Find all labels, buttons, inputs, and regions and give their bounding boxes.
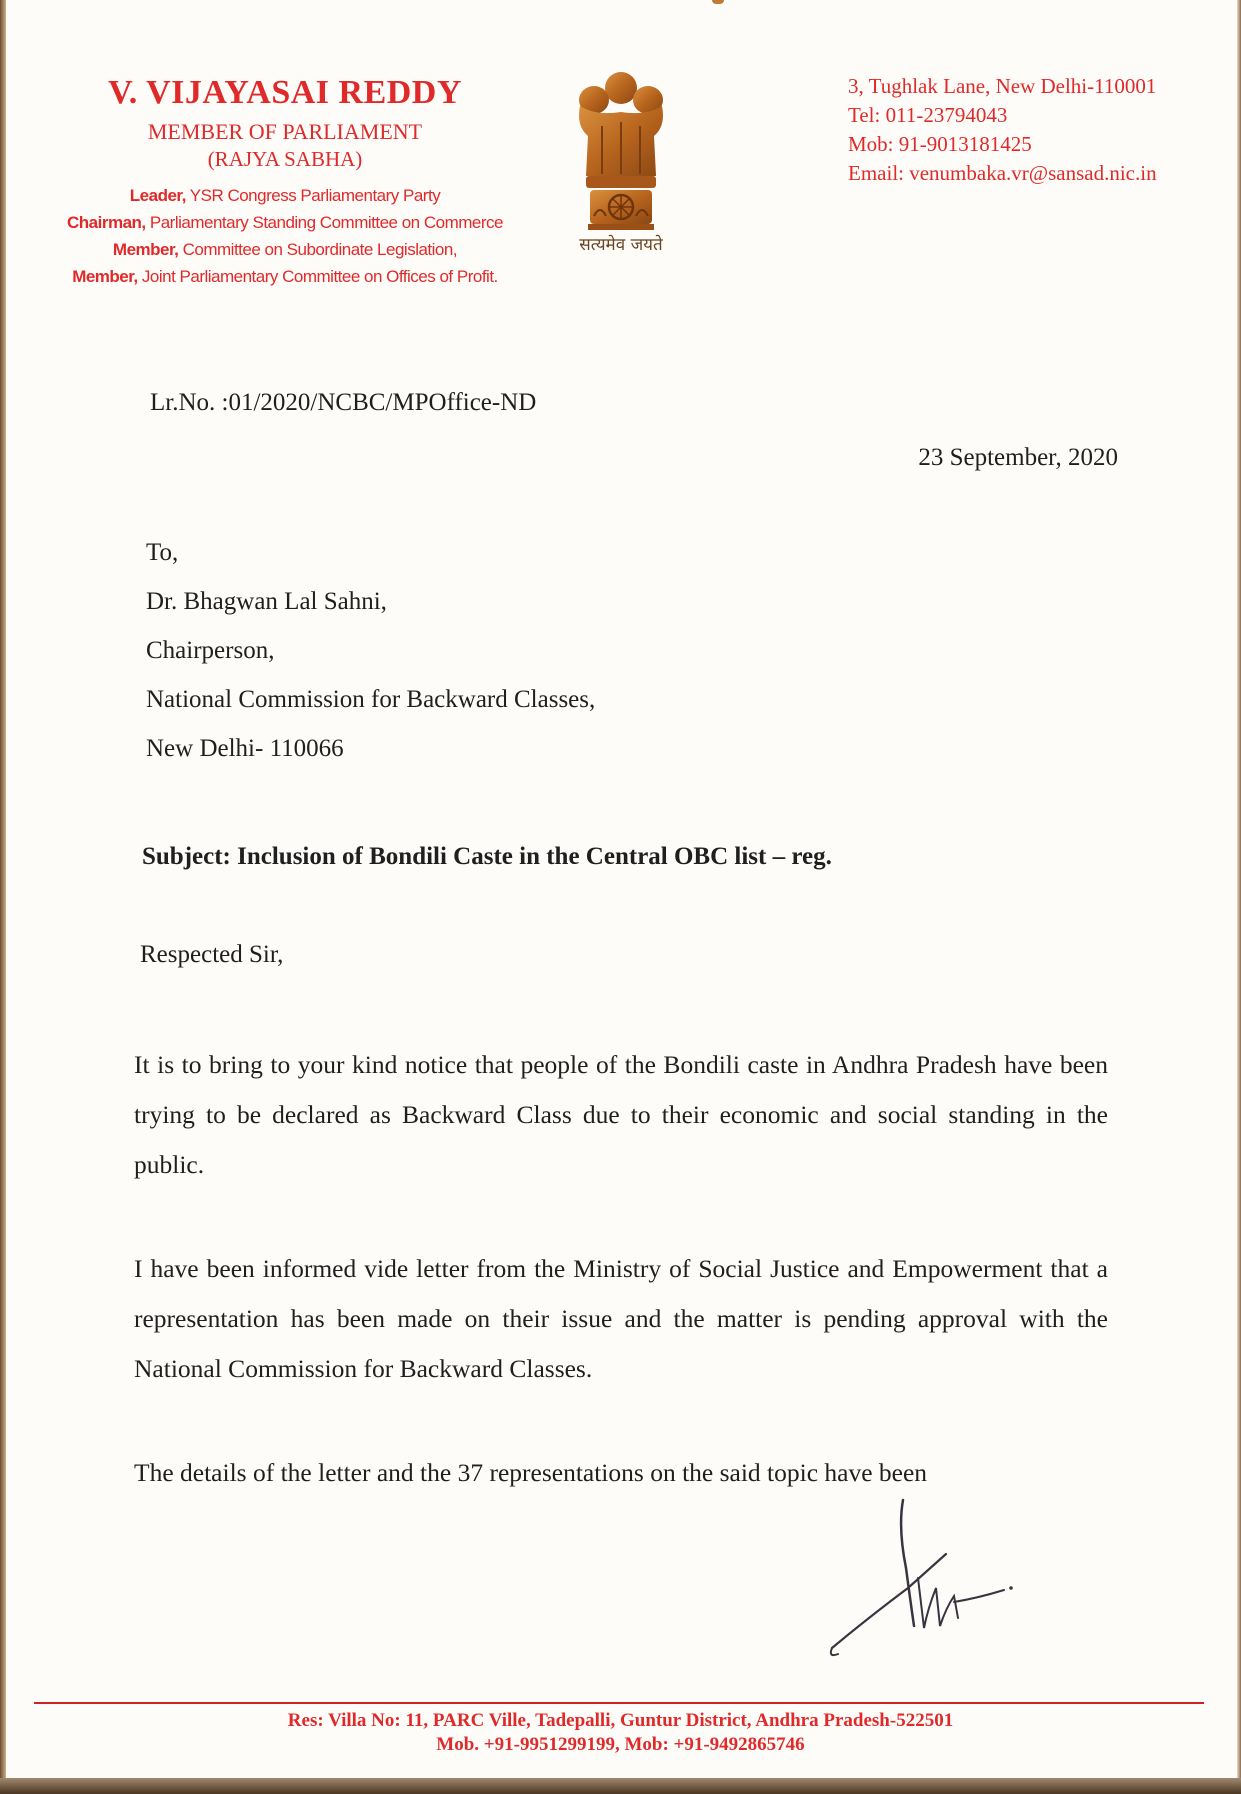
signature-image [828, 1498, 1038, 1668]
residence-address: Res: Villa No: 11, PARC Ville, Tadepalli, Guntur District, Andhra Pradesh-522501 [287, 1710, 954, 1731]
address-line: To, [146, 539, 179, 566]
address-line: Chairperson, [146, 637, 275, 664]
page-edge-left [0, 0, 6, 1794]
body-paragraph: The details of the letter and the 37 representations on the said topic have been [134, 1458, 928, 1487]
recipient-address [146, 534, 595, 779]
letterhead-identity [50, 72, 520, 290]
office-mobile: Mob: 91-9013181425 [848, 132, 1032, 156]
office-email: Email: venumbaka.vr@sansad.nic.in [848, 161, 1157, 185]
emblem-motto: सत्यमेव जयते [579, 235, 663, 255]
role-prefix: Chairman, [67, 213, 146, 232]
role-prefix: Member, [112, 240, 179, 259]
residence-mobiles: Mob. +91-9951299199, Mob: +91-9492865746 [436, 1734, 805, 1755]
letterhead-footer [0, 1709, 1241, 1757]
role-text: YSR Congress Parliamentary Party [185, 186, 441, 205]
role-prefix: Member, [72, 267, 138, 286]
letter-date: 23 September, 2020 [918, 444, 1118, 471]
role-prefix: Leader, [129, 186, 186, 205]
top-mark [712, 0, 724, 4]
footer-rule [34, 1702, 1204, 1704]
address-line: Dr. Bhagwan Lal Sahni, [146, 588, 387, 615]
letterhead-contact [848, 72, 1228, 188]
mp-roles [50, 182, 520, 290]
letter-subject: Subject: Inclusion of Bondili Caste in the Central OBC list – reg. [142, 843, 832, 870]
letter-salutation: Respected Sir, [140, 941, 284, 968]
page-edge-bottom [0, 1778, 1241, 1794]
body-paragraph: It is to bring to your kind notice that people of the Bondili caste in Andhra Pradesh have been trying to be declared as Backward Class due to their economic and social standing in the public. [134, 1050, 1108, 1179]
mp-name: V. VIJAYASAI REDDY [108, 74, 462, 111]
role-line [50, 263, 520, 290]
role-line [50, 182, 520, 209]
role-text: Committee on Subordinate Legislation, [178, 240, 458, 259]
mp-title: MEMBER OF PARLIAMENT [147, 119, 423, 144]
letter-reference: Lr.No. :01/2020/NCBC/MPOffice-ND [150, 389, 537, 416]
role-text: Parliamentary Standing Committee on Commerce [145, 213, 503, 232]
office-address: 3, Tughlak Lane, New Delhi-110001 [848, 74, 1157, 98]
address-line: National Commission for Backward Classes, [146, 686, 596, 713]
role-line [50, 209, 520, 236]
state-emblem-icon [566, 66, 676, 252]
mp-house: (RAJYA SABHA) [207, 147, 363, 171]
office-telephone: Tel: 011-23794043 [848, 103, 1008, 127]
page-edge-right [1237, 0, 1241, 1794]
body-paragraph: I have been informed vide letter from the Ministry of Social Justice and Empowerment that a representation has been made on their issue and the matter is pending approval with the National Commission for Backward Classes. [134, 1254, 1108, 1383]
role-line [50, 236, 520, 263]
address-line: New Delhi- 110066 [146, 735, 344, 762]
role-text: Joint Parliamentary Committee on Offices of Profit. [137, 267, 498, 286]
